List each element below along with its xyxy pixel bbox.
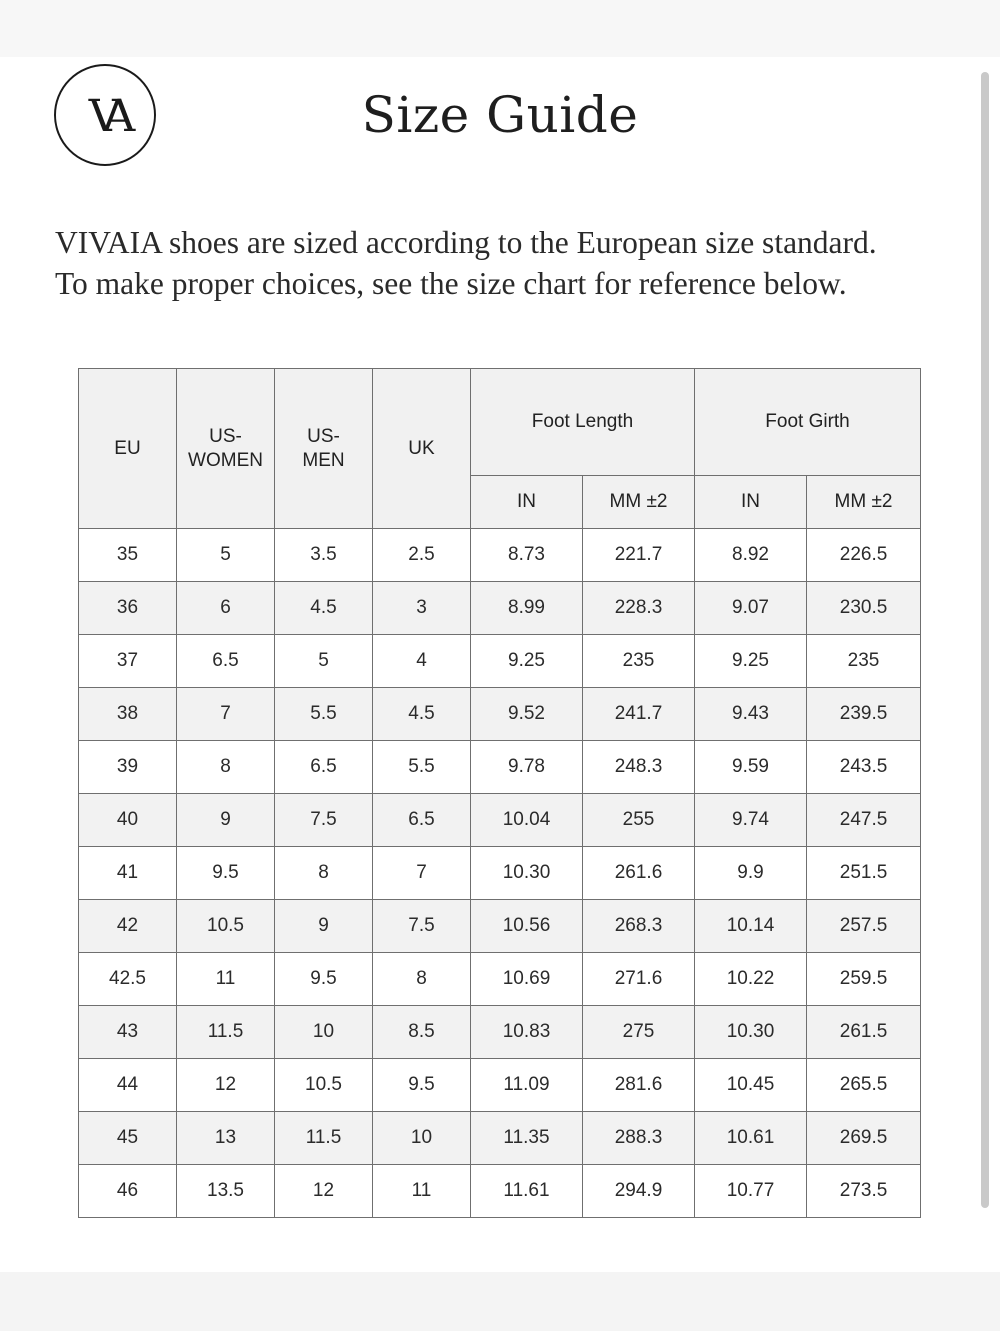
col-header-length-in: IN (471, 476, 583, 529)
page-title: Size Guide (361, 86, 639, 144)
cell-girth-mm: 243.5 (807, 741, 921, 794)
cell-girth-mm: 247.5 (807, 794, 921, 847)
cell-girth-mm: 251.5 (807, 847, 921, 900)
cell-us-women: 11.5 (177, 1006, 275, 1059)
cell-us-men: 6.5 (275, 741, 373, 794)
cell-us-women: 10.5 (177, 900, 275, 953)
cell-length-in: 10.83 (471, 1006, 583, 1059)
scrollbar[interactable] (981, 72, 989, 1208)
intro-text (55, 222, 955, 304)
cell-length-in: 11.61 (471, 1165, 583, 1218)
intro-line-1: VIVAIA shoes are sized according to the European size standard. (55, 225, 877, 260)
cell-uk: 4.5 (373, 688, 471, 741)
cell-length-mm: 281.6 (583, 1059, 695, 1112)
cell-uk: 9.5 (373, 1059, 471, 1112)
cell-length-mm: 294.9 (583, 1165, 695, 1218)
cell-us-women: 12 (177, 1059, 275, 1112)
col-header-foot-length: Foot Length (471, 369, 695, 476)
cell-length-in: 9.52 (471, 688, 583, 741)
table-row (79, 1112, 921, 1165)
cell-girth-in: 10.22 (695, 953, 807, 1006)
cell-length-in: 10.69 (471, 953, 583, 1006)
bottom-band (0, 1272, 1000, 1331)
cell-girth-in: 10.45 (695, 1059, 807, 1112)
cell-us-women: 13.5 (177, 1165, 275, 1218)
cell-us-men: 11.5 (275, 1112, 373, 1165)
cell-length-in: 11.09 (471, 1059, 583, 1112)
size-chart-table (78, 368, 921, 1218)
cell-uk: 7.5 (373, 900, 471, 953)
table-row (79, 635, 921, 688)
cell-length-mm: 268.3 (583, 900, 695, 953)
cell-girth-in: 9.74 (695, 794, 807, 847)
cell-us-women: 8 (177, 741, 275, 794)
cell-girth-in: 10.77 (695, 1165, 807, 1218)
cell-girth-mm: 273.5 (807, 1165, 921, 1218)
cell-us-women: 7 (177, 688, 275, 741)
intro-line-2: To make proper choices, see the size chart for reference below. (55, 266, 847, 301)
cell-girth-mm: 235 (807, 635, 921, 688)
cell-eu: 36 (79, 582, 177, 635)
cell-us-men: 5 (275, 635, 373, 688)
cell-eu: 37 (79, 635, 177, 688)
table-row (79, 1006, 921, 1059)
table-row (79, 900, 921, 953)
cell-us-men: 9.5 (275, 953, 373, 1006)
table-row (79, 794, 921, 847)
col-header-us-women-line1: US- (209, 425, 242, 447)
cell-us-women: 13 (177, 1112, 275, 1165)
table-row (79, 953, 921, 1006)
cell-girth-mm: 257.5 (807, 900, 921, 953)
col-header-us-men-line2: MEN (302, 449, 345, 471)
col-header-girth-mm: MM ±2 (807, 476, 921, 529)
cell-length-in: 9.25 (471, 635, 583, 688)
cell-uk: 5.5 (373, 741, 471, 794)
cell-eu: 42.5 (79, 953, 177, 1006)
cell-girth-in: 8.92 (695, 529, 807, 582)
table-row (79, 1165, 921, 1218)
cell-uk: 3 (373, 582, 471, 635)
cell-girth-in: 9.43 (695, 688, 807, 741)
cell-girth-mm: 265.5 (807, 1059, 921, 1112)
cell-girth-in: 9.9 (695, 847, 807, 900)
table-row (79, 1059, 921, 1112)
cell-eu: 39 (79, 741, 177, 794)
col-header-girth-in: IN (695, 476, 807, 529)
cell-girth-in: 10.30 (695, 1006, 807, 1059)
table-row (79, 847, 921, 900)
col-header-length-mm: MM ±2 (583, 476, 695, 529)
cell-us-men: 8 (275, 847, 373, 900)
cell-us-women: 9 (177, 794, 275, 847)
cell-length-mm: 275 (583, 1006, 695, 1059)
cell-length-in: 10.30 (471, 847, 583, 900)
col-header-us-women (177, 369, 275, 529)
cell-eu: 35 (79, 529, 177, 582)
cell-girth-mm: 269.5 (807, 1112, 921, 1165)
cell-length-mm: 248.3 (583, 741, 695, 794)
table-row (79, 529, 921, 582)
col-header-us-women-line2: WOMEN (188, 449, 263, 471)
table-row (79, 688, 921, 741)
cell-girth-mm: 230.5 (807, 582, 921, 635)
cell-length-mm: 255 (583, 794, 695, 847)
cell-us-men: 10 (275, 1006, 373, 1059)
cell-us-men: 12 (275, 1165, 373, 1218)
cell-length-in: 8.73 (471, 529, 583, 582)
cell-length-in: 10.56 (471, 900, 583, 953)
cell-uk: 2.5 (373, 529, 471, 582)
cell-length-mm: 221.7 (583, 529, 695, 582)
cell-girth-in: 9.07 (695, 582, 807, 635)
cell-length-in: 11.35 (471, 1112, 583, 1165)
cell-uk: 10 (373, 1112, 471, 1165)
cell-uk: 4 (373, 635, 471, 688)
col-header-us-men-line1: US- (307, 425, 340, 447)
cell-length-mm: 261.6 (583, 847, 695, 900)
cell-eu: 46 (79, 1165, 177, 1218)
cell-length-in: 9.78 (471, 741, 583, 794)
cell-us-men: 3.5 (275, 529, 373, 582)
cell-uk: 8.5 (373, 1006, 471, 1059)
col-header-foot-girth: Foot Girth (695, 369, 921, 476)
cell-us-men: 4.5 (275, 582, 373, 635)
table-row (79, 582, 921, 635)
cell-length-in: 8.99 (471, 582, 583, 635)
cell-uk: 7 (373, 847, 471, 900)
cell-us-men: 9 (275, 900, 373, 953)
header-row-1 (79, 369, 921, 476)
col-header-eu: EU (79, 369, 177, 529)
cell-length-mm: 228.3 (583, 582, 695, 635)
size-table-body (79, 529, 921, 1218)
cell-girth-mm: 259.5 (807, 953, 921, 1006)
cell-girth-mm: 261.5 (807, 1006, 921, 1059)
cell-girth-in: 10.14 (695, 900, 807, 953)
cell-uk: 6.5 (373, 794, 471, 847)
cell-us-men: 10.5 (275, 1059, 373, 1112)
cell-length-mm: 288.3 (583, 1112, 695, 1165)
cell-eu: 38 (79, 688, 177, 741)
cell-us-women: 6 (177, 582, 275, 635)
cell-us-men: 7.5 (275, 794, 373, 847)
cell-uk: 11 (373, 1165, 471, 1218)
cell-girth-mm: 239.5 (807, 688, 921, 741)
table-row (79, 741, 921, 794)
col-header-uk: UK (373, 369, 471, 529)
cell-girth-mm: 226.5 (807, 529, 921, 582)
cell-eu: 40 (79, 794, 177, 847)
cell-us-men: 5.5 (275, 688, 373, 741)
cell-us-women: 5 (177, 529, 275, 582)
cell-girth-in: 9.59 (695, 741, 807, 794)
cell-girth-in: 10.61 (695, 1112, 807, 1165)
cell-length-mm: 241.7 (583, 688, 695, 741)
cell-eu: 42 (79, 900, 177, 953)
cell-length-mm: 271.6 (583, 953, 695, 1006)
col-header-us-men (275, 369, 373, 529)
cell-length-in: 10.04 (471, 794, 583, 847)
cell-uk: 8 (373, 953, 471, 1006)
cell-us-women: 11 (177, 953, 275, 1006)
cell-eu: 44 (79, 1059, 177, 1112)
cell-eu: 43 (79, 1006, 177, 1059)
cell-eu: 45 (79, 1112, 177, 1165)
cell-us-women: 9.5 (177, 847, 275, 900)
cell-us-women: 6.5 (177, 635, 275, 688)
cell-length-mm: 235 (583, 635, 695, 688)
cell-eu: 41 (79, 847, 177, 900)
cell-girth-in: 9.25 (695, 635, 807, 688)
svg-text:VA: VA (88, 91, 122, 142)
